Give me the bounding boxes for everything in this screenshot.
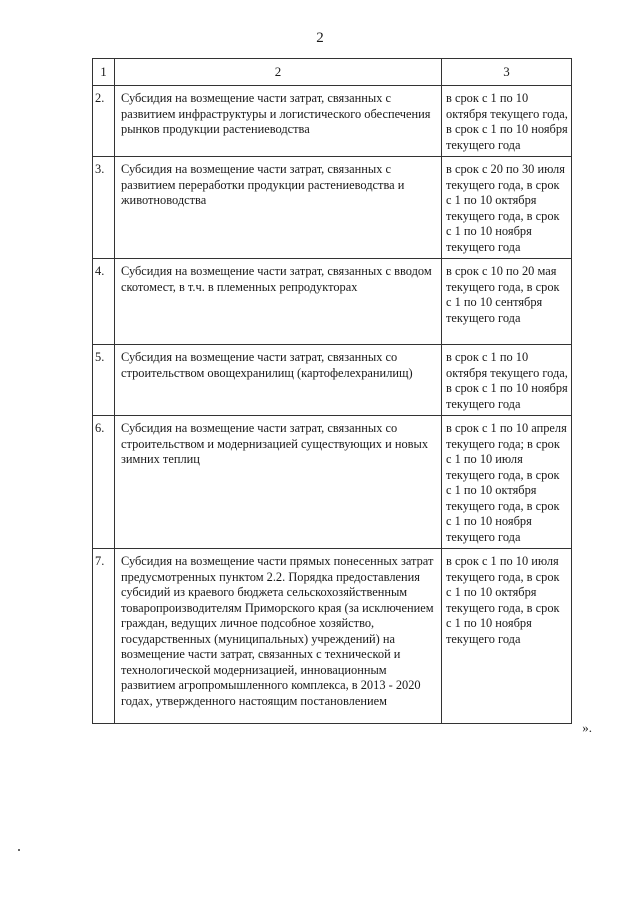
table-row (93, 345, 572, 416)
scan-speck (18, 849, 20, 851)
table-row (93, 86, 572, 157)
submission-deadline: в срок с 1 по 10 апреля текущего года; в срок с 1 по 10 июля текущего года, в срок с 1 по 10 октября текущего года, в срок с 1 по 10 ноября текущего года (442, 416, 572, 549)
row-number: 6. (93, 416, 115, 549)
column-header-3: 3 (442, 59, 572, 86)
table-row (93, 549, 572, 724)
column-header-2: 2 (115, 59, 442, 86)
subsidy-name: Субсидия на возмещение части затрат, связанных со строительством и модернизацией существующих и новых зимних теплиц (115, 416, 442, 549)
submission-deadline: в срок с 20 по 30 июля текущего года, в срок с 1 по 10 октября текущего года, в срок с 1 по 10 ноября текущего года (442, 157, 572, 259)
subsidy-name: Субсидия на возмещение части затрат, связанных с развитием инфраструктуры и логистического обеспечения рынков продукции растениеводства (115, 86, 442, 157)
row-number: 2. (93, 86, 115, 157)
row-number: 4. (93, 259, 115, 345)
table-row (93, 259, 572, 345)
subsidy-name: Субсидия на возмещение части затрат, связанных с развитием переработки продукции растениеводства и животноводства (115, 157, 442, 259)
submission-deadline: в срок с 1 по 10 октября текущего года, в срок с 1 по 10 ноября текущего года (442, 345, 572, 416)
page-number: 2 (316, 30, 324, 46)
submission-deadline: в срок с 1 по 10 июля текущего года, в срок с 1 по 10 октября текущего года, в срок с 1 по 10 ноября текущего года (442, 549, 572, 724)
subsidy-name: Субсидия на возмещение части прямых понесенных затрат предусмотренных пунктом 2.2. Порядка предоставления субсидий из краевого бюджета сельскохозяйственным товаропроизводителям Приморского края (за исключением граждан, ведущих личное подсобное хозяйство, государственных (муниципальных) учреждений) на возмещение части затрат, связанных с технической и технологической модернизацией, инновационным развитием агропромышленного комплекса, в 2013 - 2020 годах, утвержденного настоящим постановлением (115, 549, 442, 724)
subsidy-deadlines-table (92, 58, 572, 724)
table-header-row (93, 59, 572, 86)
submission-deadline: в срок с 10 по 20 мая текущего года, в срок с 1 по 10 сентября текущего года (442, 259, 572, 345)
subsidy-name: Субсидия на возмещение части затрат, связанных с вводом скотомест, в т.ч. в племенных репродукторах (115, 259, 442, 345)
row-number: 3. (93, 157, 115, 259)
column-header-1: 1 (93, 59, 115, 86)
subsidy-name: Субсидия на возмещение части затрат, связанных со строительством овощехранилищ (картофелехранилищ) (115, 345, 442, 416)
row-number: 7. (93, 549, 115, 724)
closing-quote-mark: ». (582, 720, 592, 735)
submission-deadline: в срок с 1 по 10 октября текущего года, в срок с 1 по 10 ноября текущего года (442, 86, 572, 157)
table-row (93, 416, 572, 549)
table-row (93, 157, 572, 259)
row-number: 5. (93, 345, 115, 416)
